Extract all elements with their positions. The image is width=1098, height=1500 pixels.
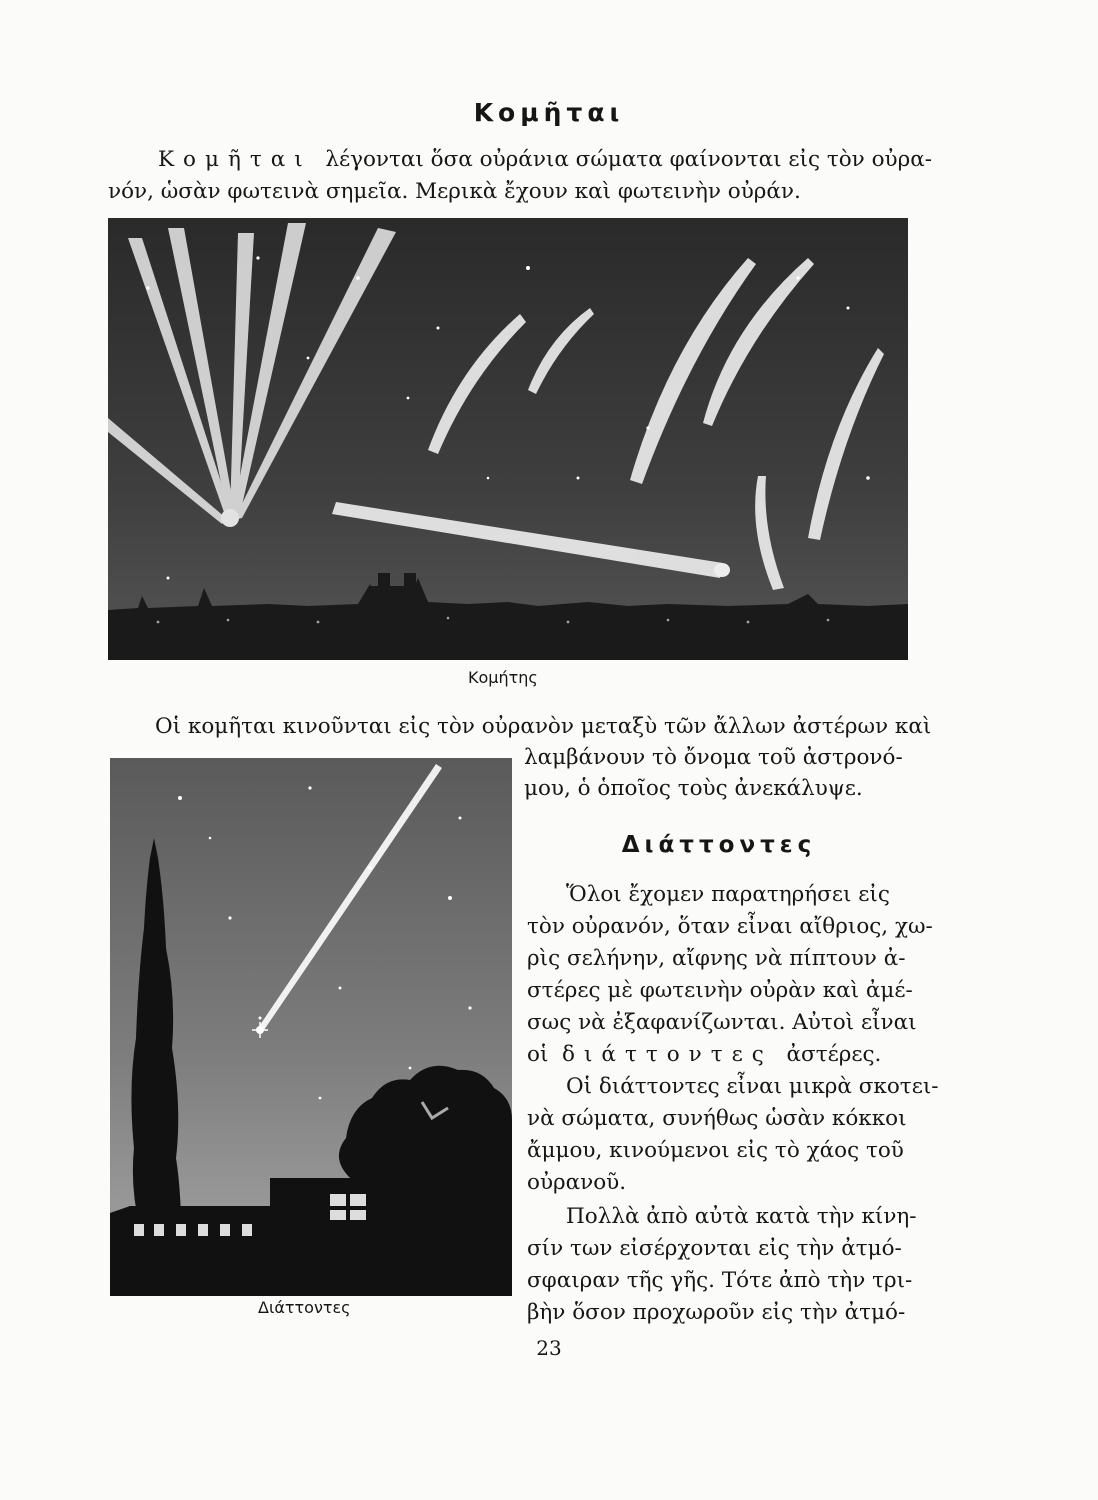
page-number: 23: [536, 1336, 562, 1360]
meteors-para2-line-1: Οἱ διάττοντες εἶναι μικρὰ σκοτει-: [566, 1074, 939, 1099]
meteors-para1-line-2: τὸν οὐρανόν, ὅταν εἶναι αἴθριος, χω-: [527, 914, 933, 939]
section-title-meteors: Διάττοντες: [621, 832, 817, 858]
comets-para-line-3: μου, ὁ ὁποῖος τοὺς ἀνεκάλυψε.: [524, 776, 863, 801]
meteors-para3-line-3: σφαιραν τῆς γῆς. Τότε ἀπὸ τὴν τρι-: [527, 1268, 913, 1293]
intro-line-2: νόν, ὡσὰν φωτεινὰ σημεῖα. Μερικὰ ἔχουν καὶ φωτεινὴν οὐράν.: [108, 179, 801, 204]
meteors-para1-line-1: Ὅλοι ἔχομεν παρατηρήσει εἰς: [566, 882, 890, 907]
term-meteors: διάττοντες: [562, 1042, 773, 1067]
comets-para-line-1: Οἱ κομῆται κινοῦνται εἰς τὸν οὐρανὸν μεταξὺ τῶν ἄλλων ἀστέρων καὶ: [155, 714, 932, 739]
term-comets: Κομῆται: [158, 147, 312, 172]
meteors-para1-line-6-b: ἀστέρες.: [786, 1042, 882, 1067]
meteors-para2-line-4: οὐρανοῦ.: [527, 1170, 627, 1195]
comet-figure-caption: Κομήτης: [468, 668, 538, 687]
meteors-para3-line-2: σίν των εἰσέρχονται εἰς τὴν ἀτμό-: [527, 1236, 902, 1261]
meteors-para1-line-3: ρὶς σελήνην, αἴφνης νὰ πίπτουν ἀ-: [527, 946, 906, 971]
meteors-para1-line-6-a: οἱ: [527, 1042, 549, 1067]
meteor-figure-caption: Διάττοντες: [258, 1298, 351, 1317]
meteors-para1-line-5: σως νὰ ἐξαφανίζωνται. Αὐτοὶ εἶναι: [527, 1010, 917, 1035]
meteors-para3-line-4: βὴν ὅσον προχωροῦν εἰς τὴν ἀτμό-: [527, 1300, 906, 1325]
meteors-illustration: [110, 758, 512, 1296]
meteors-para1-line-6: [527, 1044, 881, 1066]
meteors-para2-line-3: ἄμμου, κινούμενοι εἰς τὸ χάος τοῦ: [527, 1138, 904, 1163]
comets-para-line-2: λαμβάνουν τὸ ὄνομα τοῦ ἀστρονό-: [524, 745, 903, 770]
meteors-para1-line-4: στέρες μὲ φωτεινὴν οὐρὰν καὶ ἀμέ-: [527, 978, 913, 1003]
section-title-comets: Κομῆται: [473, 98, 625, 127]
meteors-para2-line-2: νὰ σώματα, συνήθως ὡσὰν κόκκοι: [527, 1106, 907, 1131]
intro-line-1: [158, 149, 932, 171]
intro-line-1-text: λέγονται ὅσα οὐράνια σώματα φαίνονται εἰς τὸν οὐρα-: [325, 147, 933, 172]
comets-illustration: [108, 218, 908, 660]
meteors-para3-line-1: Πολλὰ ἀπὸ αὐτὰ κατὰ τὴν κίνη-: [566, 1204, 917, 1229]
